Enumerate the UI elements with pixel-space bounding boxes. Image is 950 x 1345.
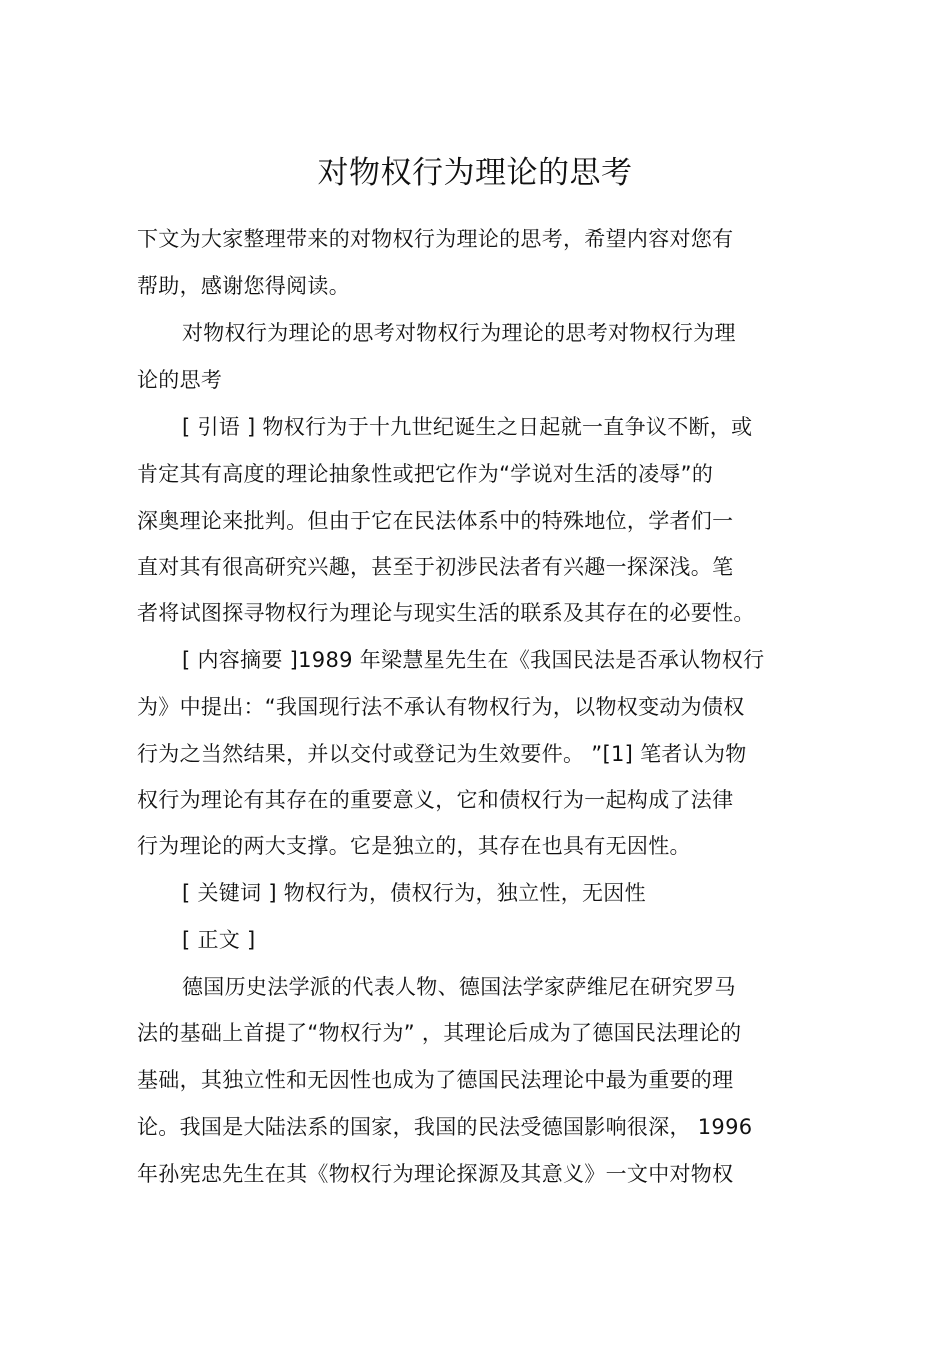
text-line: 下文为大家整理带来的对物权行为理论的思考，希望内容对您有 — [137, 227, 734, 251]
text-line: 行为理论的两大支撑。它是独立的，其存在也具有无因性。 — [137, 834, 691, 858]
text-line: 权行为理论有其存在的重要意义，它和债权行为一起构成了法律 — [137, 788, 734, 812]
text-line: 帮助，感谢您得阅读。 — [137, 274, 350, 298]
text-line: [ 正文 ] — [182, 928, 256, 952]
text-line: 为》中提出：“我国现行法不承认有物权行为，以物权变动为债权 — [137, 695, 745, 719]
text-line: 德国历史法学派的代表人物、德国法学家萨维尼在研究罗马 — [182, 975, 736, 999]
text-line: 肯定其有高度的理论抽象性或把它作为“学说对生活的凌辱”的 — [137, 462, 714, 486]
text-line: 深奥理论来批判。但由于它在民法体系中的特殊地位，学者们一 — [137, 509, 734, 533]
text-line: 直对其有很高研究兴趣，甚至于初涉民法者有兴趣一探深浅。笔 — [137, 555, 734, 579]
text-line: 行为之当然结果，并以交付或登记为生效要件。 ”[1] 笔者认为物 — [137, 742, 747, 766]
text-line: 论。我国是大陆法系的国家，我国的民法受德国影响很深， 1996 — [137, 1115, 753, 1139]
text-line: [ 内容摘要 ]1989 年梁慧星先生在《我国民法是否承认物权行 — [182, 648, 765, 672]
text-line: 者将试图探寻物权行为理论与现实生活的联系及其存在的必要性。 — [137, 601, 755, 625]
text-line: 基础，其独立性和无因性也成为了德国民法理论中最为重要的理 — [137, 1068, 734, 1092]
text-line: 论的思考 — [137, 368, 223, 392]
text-line: [ 引语 ] 物权行为于十九世纪诞生之日起就一直争议不断，或 — [182, 415, 753, 439]
document-title: 对物权行为理论的思考 — [317, 155, 633, 191]
text-line: [ 关键词 ] 物权行为，债权行为，独立性，无因性 — [182, 881, 646, 905]
text-line: 年孙宪忠先生在其《物权行为理论探源及其意义》一文中对物权 — [137, 1162, 734, 1186]
text-line: 对物权行为理论的思考对物权行为理论的思考对物权行为理 — [182, 321, 736, 345]
text-line: 法的基础上首提了“物权行为” ，其理论后成为了德国民法理论的 — [137, 1021, 742, 1045]
